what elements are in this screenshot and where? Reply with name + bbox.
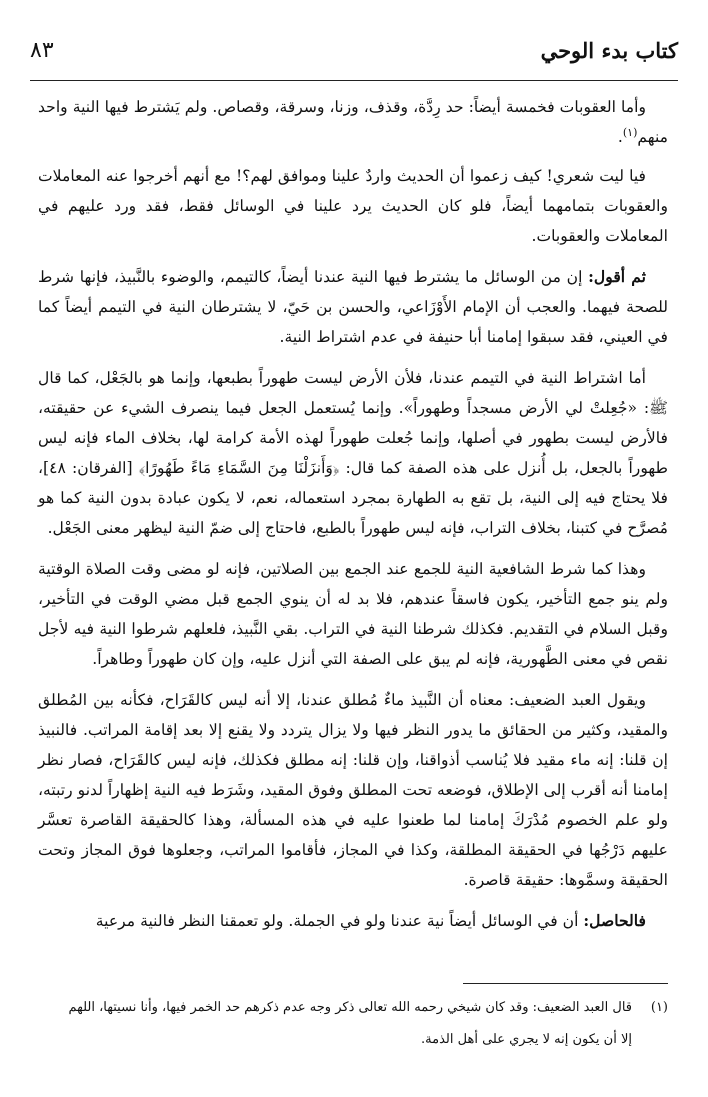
paragraph-text: أما اشتراط النية في التيمم عندنا، فلأن الأرض ليست طهوراً بطبعها، وإنما هو بالجَعْل، كما قال ﷺ: «جُعِلتْ لي الأرض مسجداً وطهوراً». وإنما يُستعمل الجعل فيما ينصرف الشيء عن حقيقته، فالأرض ليست بطهور في أصلها، وإنما جُعلت طهوراً لهذه الأمة كرامة لها، بخلاف الماء فإنه ليس طهوراً بالجعل، بل أُنزل على هذه الصفة كما قال: ﴿وَأَنزَلْنَا مِنَ السَّمَاءِ مَاءً طَهُورًا﴾ [الفرقان: ٤٨]، فلا يحتاج فيه إلى النية، بل تقع به الطهارة بمجرد استعماله، نعم، لا يكون عبادة بدون النية كما هو مُصرَّح في كتبنا، بخلاف التراب، فإنه ليس طهوراً بالطبع، فاحتاج إلى ضمّ النية ليظهر معنى الجَعْل. [38,369,668,537]
paragraph-text: وأما العقوبات فخمسة أيضاً: حد رِدَّة، وقذف، وزنا، وسرقة، وقصاص. ولم يَشترط فيها النية واحد منهم [38,98,668,146]
book-title: كتاب بدء الوحي [540,38,678,63]
paragraph-text: فيا ليت شعري! كيف زعموا أن الحديث واردٌ علينا وموافق لهم؟! مع أنهم أخرجوا عنه المعاملات والعقوبات بتمامهما أيضاً، فلو كان الحديث يرد علينا في الوسائل فقط، فقد ورد عليهم في المعاملات والعقوبات. [38,167,668,245]
paragraph-shafii-jam [38,554,668,674]
header-rule [30,80,678,81]
paragraph-tayammum [38,363,668,543]
footnote-separator [463,983,668,984]
footnote-number: (١) [650,1000,668,1015]
paragraph-then-i-say [38,262,668,352]
footnote-item [38,992,668,1024]
footnote-text: قال العبد الضعيف: وقد كان شيخي رحمه الله تعالى ذكر وجه عدم ذكرهم حد الخمر فيها، وأنا نسيتها، اللهم [68,1000,632,1015]
paragraph-lead: ثم أقول: [588,267,646,286]
paragraph-text: إن من الوسائل ما يشترط فيها النية عندنا أيضاً، كالتيمم، والوضوء بالنَّبيذ، فإنها شرط للصحة فيهما. والعجب أن الإمام الأَوْزَاعي، والحسن بن حَيّ، لا يشترطان النية في التيمم أيضاً كما في العيني، فقد سبقوا إمامنا أبا حنيفة في عدم اشتراط النية. [38,268,668,346]
footnote-continuation: إلا أن يكون إنه لا يجري على أهل الذمة. [421,1032,632,1047]
paragraph-nabidh [38,685,668,895]
body-text [38,92,668,947]
paragraph-text: وهذا كما شرط الشافعية النية للجمع عند الجمع بين الصلاتين، فإنه لو مضى وقت الصلاة الوقتية ولم ينو جمع التأخير، يكون فاسقاً عندهم، فلا بد له أن ينوي الجمع قبل مضي الوقت في التأخير، وقبل السلام في التقديم. فكذلك شرطنا النية في التراب. بقي النَّبيذ، فلعلهم شرطوا النية فيه لأجل نقص في معنى الطَّهورية، فإنه لم يبق على الصفة التي أنزل عليه، وإن كان طهوراً وطاهراً. [38,560,668,668]
page-header [30,36,678,82]
footnote-marker: (١) [622,125,638,139]
footnotes [38,992,668,1056]
paragraph-text: أن في الوسائل أيضاً نية عندنا ولو في الجملة. ولو تعمقنا النظر فالنية مرعية [95,912,584,930]
paragraph-objection [38,161,668,251]
page-number: ٨٣ [30,38,54,63]
paragraph-end: . [617,128,623,146]
paragraph-punishments [38,92,668,152]
paragraph-conclusion [38,906,668,936]
paragraph-text: ويقول العبد الضعيف: معناه أن النَّبيذ ماءٌ مُطلق عندنا، إلا أنه ليس كالقَرَاح، فكأنه بين المُطلق والمقيد، وكثير من الحقائق ما يدور النظر فيها ولا يزال يتردد ولا يقنع إلا بعد إقامة المراتب. فالنبيذ إن قلنا: إنه ماء مقيد فلا يُناسب أذواقنا، وإن قلنا: إنه مطلق فكذلك، فإنه ليس كالقَرَاح، فصار نظر إمامنا أنه أقرب إلى الإطلاق، فوضعه تحت المطلق وفوق المقيد، وشَرَط فيه النية إظهاراً لدنو رتبته، ولو علم الخصوم مُدْرَكَ إمامنا لما طعنوا عليه في هذه المسألة، وهذا كالحقيقة القاصرة تعسَّر عليهم دَرْجُها في الحقيقة المطلقة، وكذا في المجاز، فأقاموا المراتب، وجعلوها فوق المجاز وتحت الحقيقة وسمَّوها: حقيقة قاصرة. [38,691,668,889]
paragraph-lead: فالحاصل: [583,911,646,930]
